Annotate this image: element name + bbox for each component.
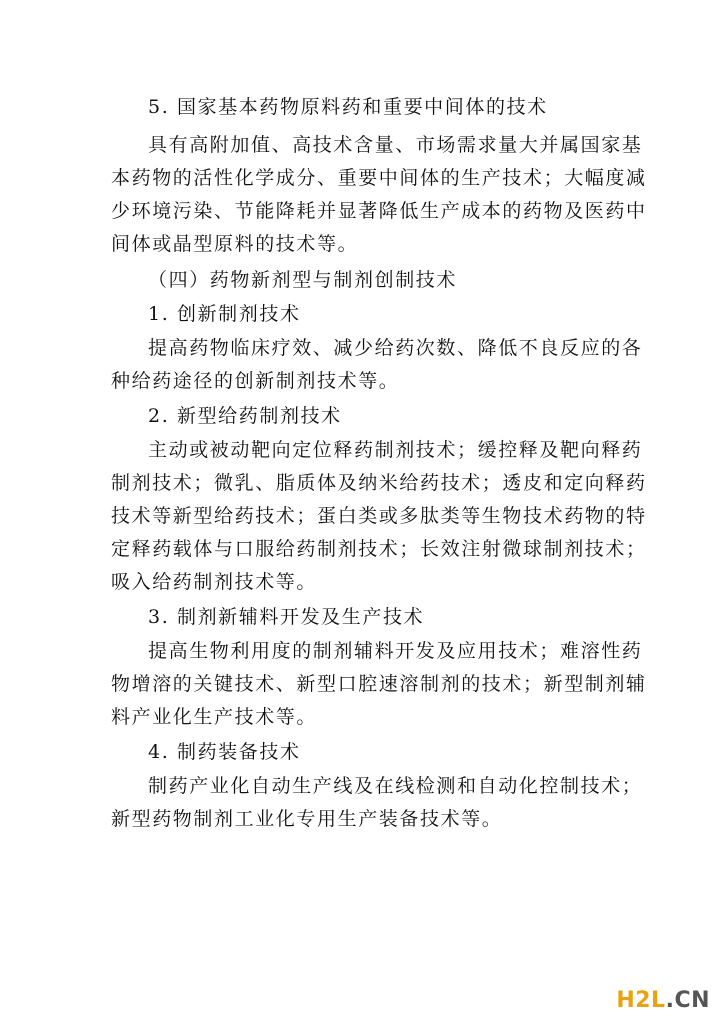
paragraph-line: 物增溶的关键技术、新型口腔速溶制剂的技术；新型制剂辅 (111, 673, 647, 695)
site-watermark (616, 988, 710, 1014)
heading-item-1: 1. 创新制剂技术 (148, 303, 301, 325)
paragraph-line: 少环境污染、节能降耗并显著降低生产成本的药物及医药中 (111, 200, 647, 222)
paragraph-line: 本药物的活性化学成分、重要中间体的生产技术；大幅度减 (111, 167, 647, 189)
paragraph-line: 吸入给药制剂技术等。 (111, 571, 318, 593)
paragraph-line: 新型药物制剂工业化专用生产装备技术等。 (111, 808, 503, 830)
heading-item-5: 5. 国家基本药物原料药和重要中间体的技术 (148, 96, 548, 118)
paragraph-line: 主动或被动靶向定位释药制剂技术；缓控释及靶向释药 (148, 439, 643, 461)
watermark-cn: CN (674, 988, 710, 1013)
paragraph-line: 技术等新型给药技术；蛋白类或多肽类等生物技术药物的特 (111, 505, 647, 527)
watermark-dot: . (665, 988, 675, 1013)
heading-item-2: 2. 新型给药制剂技术 (148, 405, 342, 427)
watermark-2: 2 (635, 988, 652, 1013)
watermark-l: L (651, 988, 666, 1013)
paragraph-line: 定释药载体与口服给药制剂技术；长效注射微球制剂技术； (111, 538, 647, 560)
heading-item-3: 3. 制剂新辅料开发及生产技术 (148, 606, 425, 628)
heading-item-4: 4. 制药装备技术 (148, 741, 301, 763)
paragraph-line: 提高生物利用度的制剂辅料开发及应用技术；难溶性药 (148, 640, 643, 662)
paragraph-line: 制剂技术；微乳、脂质体及纳米给药技术；透皮和定向释药 (111, 472, 647, 494)
paragraph-line: 间体或晶型原料的技术等。 (111, 233, 359, 255)
paragraph-line: 料产业化生产技术等。 (111, 706, 318, 728)
section-heading-4: （四）药物新剂型与制剂创制技术 (148, 269, 458, 291)
watermark-h: H (616, 988, 636, 1013)
paragraph-line: 制药产业化自动生产线及在线检测和自动化控制技术； (148, 775, 643, 797)
paragraph-line: 种给药途径的创新制剂技术等。 (111, 370, 400, 392)
paragraph-line: 具有高附加值、高技术含量、市场需求量大并属国家基 (148, 134, 643, 156)
paragraph-line: 提高药物临床疗效、减少给药次数、降低不良反应的各 (148, 337, 643, 359)
